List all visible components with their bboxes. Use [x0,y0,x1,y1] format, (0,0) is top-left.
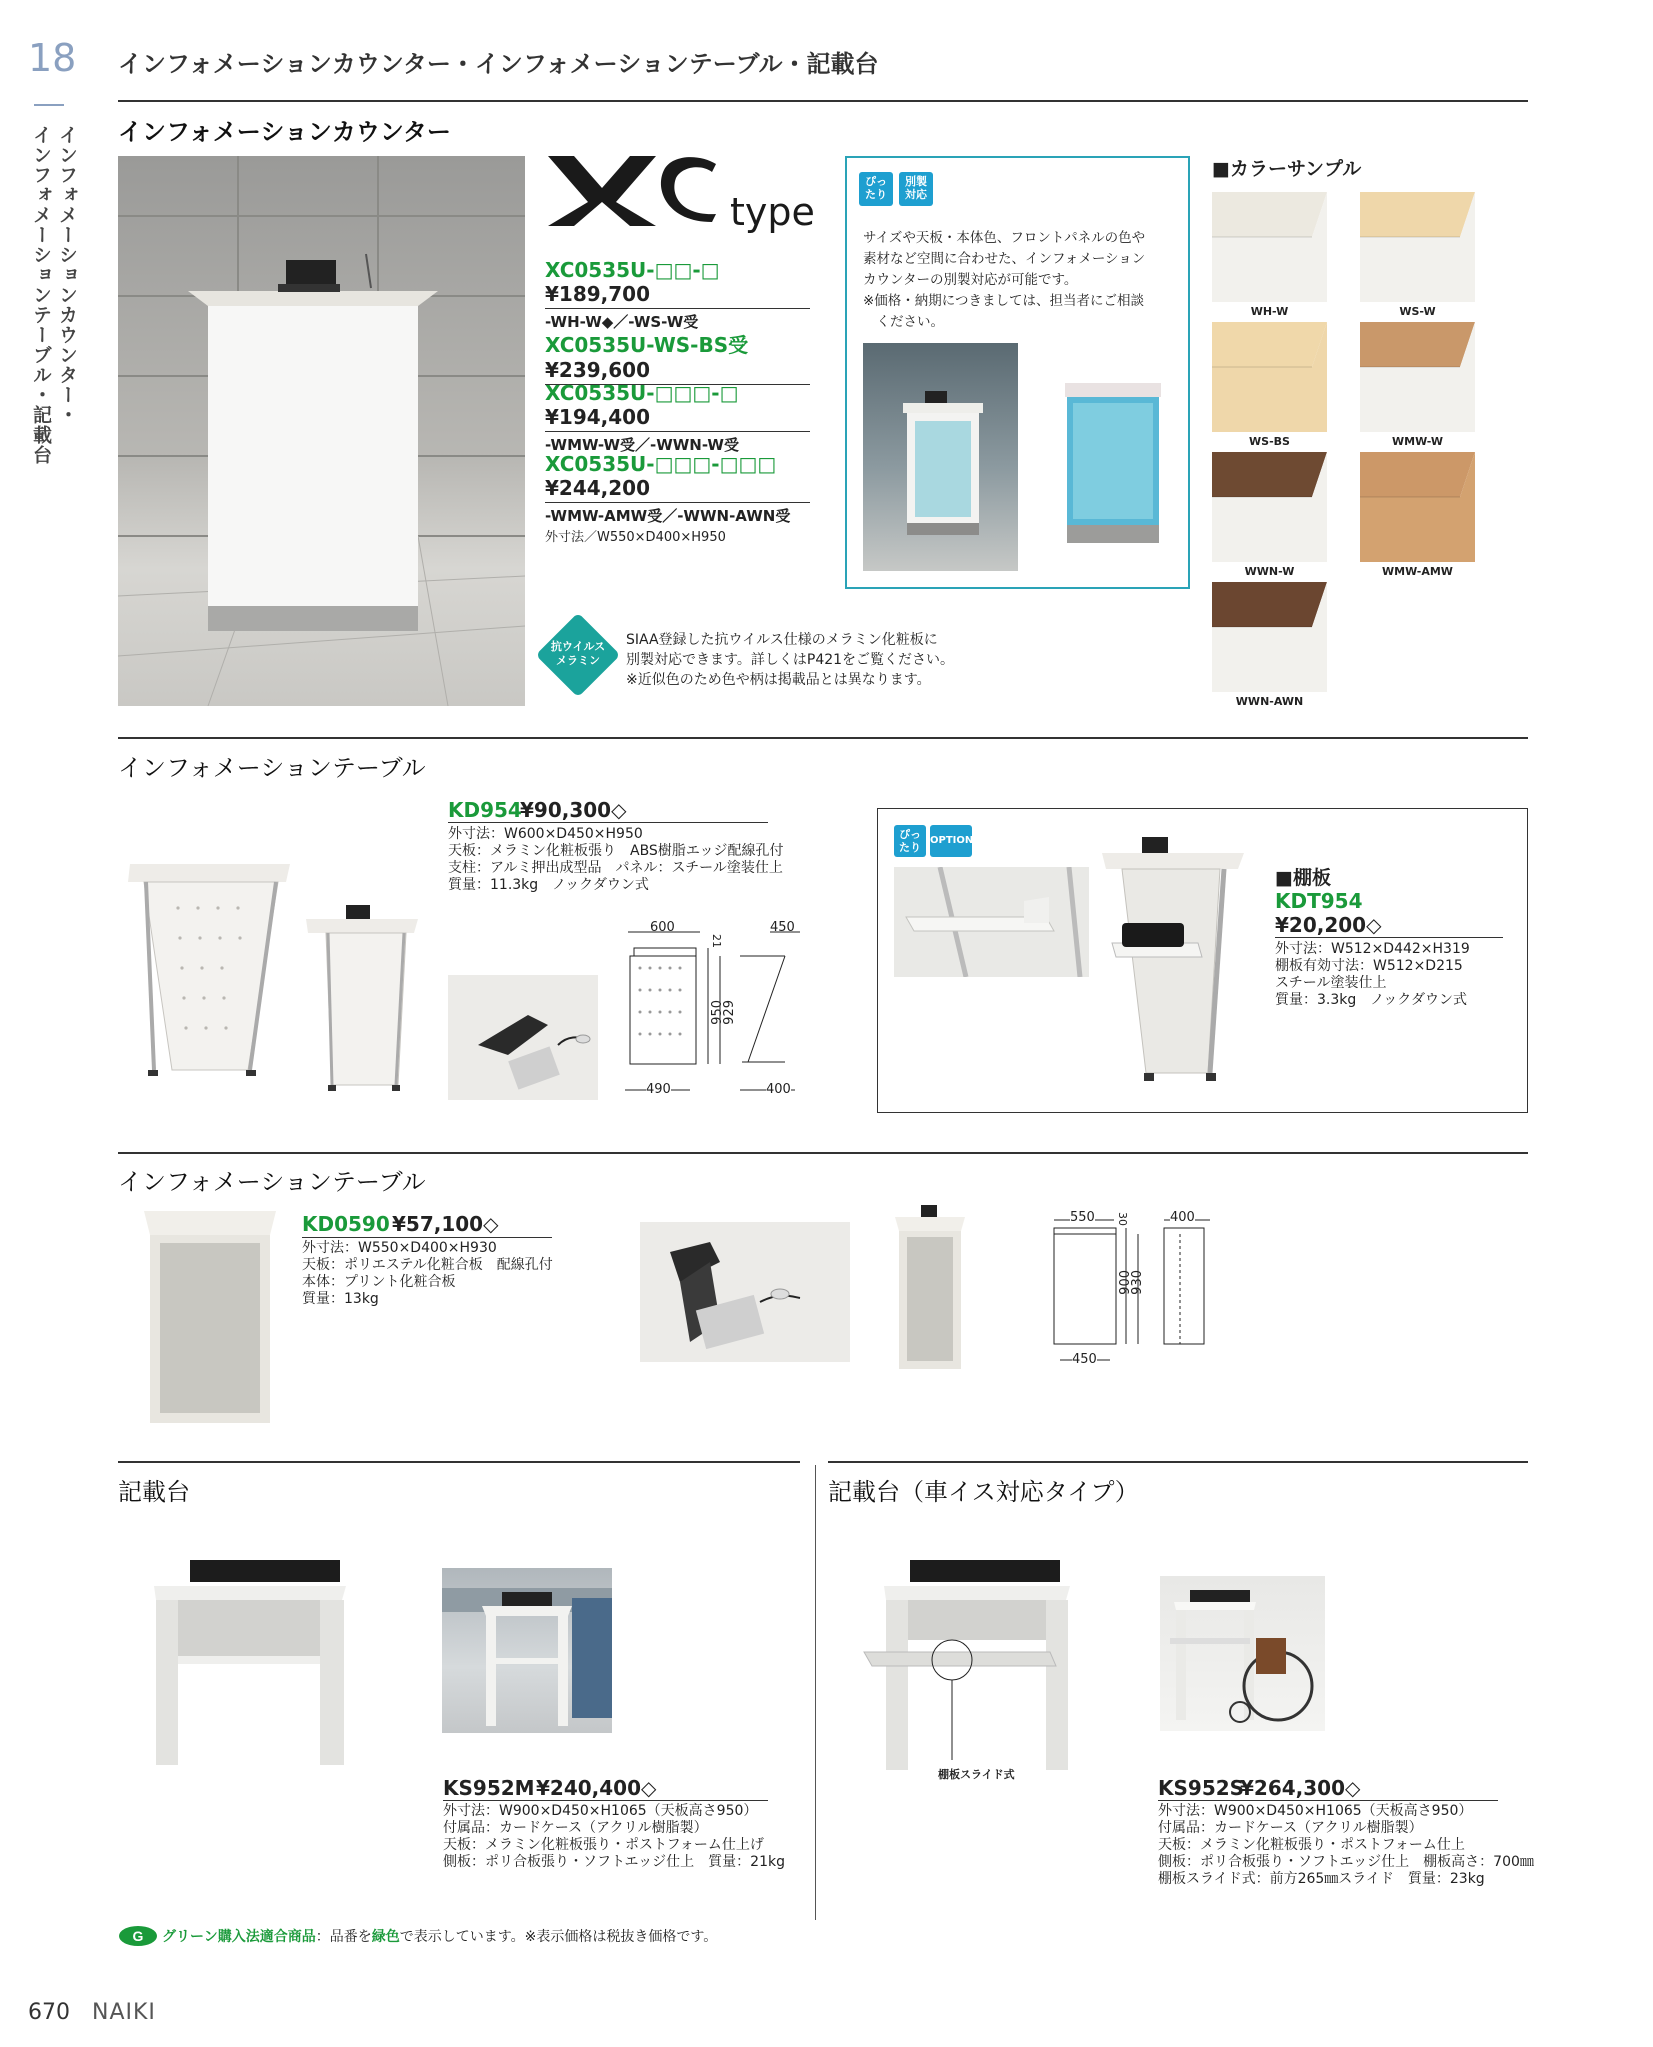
custom-photo-1 [863,343,1018,571]
kd954-detail-photo [448,975,598,1100]
brand-name: NAIKI [92,2000,156,2025]
section-rule-4a [118,1461,800,1463]
option-badge: OPTION [930,825,972,857]
ks952m-code: KS952M [443,1776,535,1800]
ks952m-section-title: 記載台 [118,1478,190,1506]
counter-model-4 [545,452,810,545]
logo-sub: type [730,190,815,234]
kd954-section-title: インフォメーションテーブル [118,754,426,782]
dim-d-bottom: 400 [766,1082,791,1097]
side-label-line-2: インフォメーションテーブル・記載台 [30,125,52,465]
dim-t: 30 [1116,1212,1129,1226]
color-swatch-label: WMW-AMW [1382,565,1453,578]
model-code: XC0535U-□□□-□ [545,381,739,405]
kd0590-price: ¥57,100◇ [392,1212,499,1236]
ks952s-code: KS952S [1158,1776,1245,1800]
dim-h2: 929 [722,1000,737,1025]
color-swatch [1360,452,1475,562]
color-sample-title: ■カラーサンプル [1212,158,1362,180]
pittari-badge: ぴっ たり [859,172,893,206]
model-variants: -WMW-AMW受／-WWN-AWN受 [545,507,791,525]
kd954-photo-large [118,858,298,1100]
header-rule [118,100,1528,102]
ks952s-section-title: 記載台（車イス対応タイプ） [828,1478,1139,1506]
kd954-price: ¥90,300◇ [520,798,627,822]
section-divider [815,1465,816,1920]
model-price: ¥244,200 [545,476,651,500]
kd0590-dimension-drawing [1040,1210,1220,1370]
footer-note-green: 緑色 [371,1929,400,1945]
kd954-photo-small [302,905,422,1100]
ks952m-room-photo [442,1568,612,1733]
model-code: XC0535U-□□□-□□□ [545,452,777,476]
model-price: ¥239,600 [545,358,651,382]
footer-note [162,1926,717,1946]
ks952s-specs: 外寸法：W900×D450×H1065（天板高さ950） 付属品：カードケース（アクリル樹脂製） 天板：メラミン化粧板張り・ポストフォーム仕上 側板：ポリ合板張り・ソフトエッジ仕上 棚板高さ：700㎜ 棚板スライド式：前方265㎜スライド 質量：23kg [1158,1803,1534,1887]
color-swatch [1212,452,1327,562]
custom-photo-2 [1043,343,1173,571]
ks952m-specs: 外寸法：W900×D450×H1065（天板高さ950） 付属品：カードケース（アクリル樹脂製） 天板：メラミン化粧板張り・ポストフォーム仕上げ 側板：ポリ合板張り・ソフトエッジ仕上 質量：21kg [443,1803,785,1870]
custom-badge: 別製 対応 [899,172,933,206]
color-swatch-label: WS-BS [1249,435,1290,448]
footer-note-a: ：品番を [315,1929,372,1945]
dim-w-bottom: 490 [646,1082,671,1097]
model-code: XC0535U-□□-□ [545,258,720,282]
xc-logo [540,150,820,240]
antiviral-badge-text: 抗ウイルス メラミン [550,640,606,667]
dim-t: 21 [710,934,723,948]
ks952s-callout: 棚板スライド式 [938,1768,1015,1781]
dim-w-bottom: 450 [1072,1352,1097,1367]
dim-d-top: 450 [770,920,795,935]
kd0590-detail-photo [640,1222,850,1362]
dim-d-top: 400 [1170,1210,1195,1225]
model-price: ¥189,700 [545,282,651,306]
ks952s-price: ¥264,300◇ [1240,1776,1361,1800]
color-swatch [1212,322,1327,432]
side-label-line-1: インフォメーションカウンター・ [56,125,78,425]
kd0590-product-photo [895,1205,965,1375]
ks952m-price: ¥240,400◇ [536,1776,657,1800]
pittari-badge: ぴっ たり [894,825,926,857]
side-label [28,125,80,465]
kdt954-price: ¥20,200◇ [1275,913,1382,937]
kd954-code: KD954 [448,798,522,822]
kdt954-option-box [877,808,1528,1113]
header-title: インフォメーションカウンター・インフォメーションテーブル・記載台 [118,50,879,78]
color-swatch [1360,192,1475,302]
model-price: ¥194,400 [545,405,651,429]
svg-text:G: G [132,1928,144,1944]
kdt954-code: KDT954 [1275,889,1363,913]
color-swatch-label: WWN-AWN [1235,695,1304,708]
chapter-number: 18 [28,36,77,80]
section-rule-2 [118,737,1528,739]
custom-box-text: サイズや天板・本体色、フロントパネルの色や 素材など空間に合わせた、インフォメーション カウンターの別製対応が可能です。 ※価格・納期につきましては、担当者にご相談 ください。 [863,230,1146,330]
ks952s-photo [860,1560,1085,1775]
green-purchase-icon [118,1925,158,1947]
counter-dimensions: 外寸法／W550×D400×H950 [545,530,726,545]
model-variants: -WMW-W受／-WWN-W受 [545,436,739,454]
counter-model-2 [545,329,810,387]
dim-h1: 900 [1118,1270,1133,1295]
counter-model-1 [545,258,810,332]
kdt954-shelf-photo [894,867,1089,977]
kdt954-specs: 外寸法：W512×D442×H319 棚板有効寸法：W512×D215 スチール塗装仕上 質量：3.3kg ノックダウン式 [1275,941,1470,1008]
section-rule-4b [828,1461,1528,1463]
kd0590-section-title: インフォメーションテーブル [118,1168,426,1196]
kd0590-specs: 外寸法：W550×D400×H930 天板：ポリエステル化粧合板 配線孔付 本体：プリント化粧合板 質量：13kg [302,1240,553,1307]
counter-model-3 [545,381,810,455]
section-rule-3 [118,1152,1528,1154]
model-variants: -WH-W◆／-WS-W受 [545,313,699,331]
dim-h1: 950 [710,1000,725,1025]
kd954-dimension-drawing [610,920,820,1105]
kd0590-code: KD0590 [302,1212,390,1236]
model-code: XC0535U-WS-BS受 [545,333,749,357]
page-number: 670 [28,2000,70,2025]
kd954-specs: 外寸法：W600×D450×H950 天板：メラミン化粧板張り ABS樹脂エッジ配線孔付 支柱：アルミ押出成型品 パネル：スチール塗装仕上 質量：11.3kg ノックダウン式 [448,826,784,893]
color-swatch-label: WS-W [1399,305,1436,318]
kdt954-name: ■棚板 [1275,867,1331,889]
footer-note-b: で表示しています。※表示価格は税抜き価格です。 [399,1929,718,1945]
antiviral-text: SIAA登録した抗ウイルス仕様のメラミン化粧板に 別製対応できます。詳しくはP421をご覧ください。 ※近似色のため色や柄は掲載品とは異なります。 [626,632,955,688]
custom-order-box [845,156,1190,589]
color-swatch [1212,192,1327,302]
kdt954-rule [1275,937,1503,938]
dim-w-top: 600 [650,920,675,935]
color-swatch-label: WMW-W [1392,435,1443,448]
ks952m-rule [443,1800,768,1801]
kd0590-rule [302,1237,552,1238]
ks952s-rule [1158,1800,1498,1801]
color-swatch-label: WWN-W [1244,565,1295,578]
counter-photo [118,156,525,706]
counter-section-title: インフォメーションカウンター [118,118,451,146]
green-purchase-label: グリーン購入法適合商品 [162,1929,316,1945]
ks952s-wheelchair-photo [1160,1576,1325,1731]
kd954-rule [448,822,768,823]
kdt954-product-photo [1098,833,1248,1093]
dim-h2: 930 [1130,1270,1145,1295]
color-swatch-label: WH-W [1250,305,1289,318]
kd0590-photo [140,1205,280,1430]
ks952m-photo [150,1560,350,1770]
dim-w-top: 550 [1070,1210,1095,1225]
color-swatch [1360,322,1475,432]
chapter-dash [34,104,64,106]
color-swatch [1212,582,1327,692]
